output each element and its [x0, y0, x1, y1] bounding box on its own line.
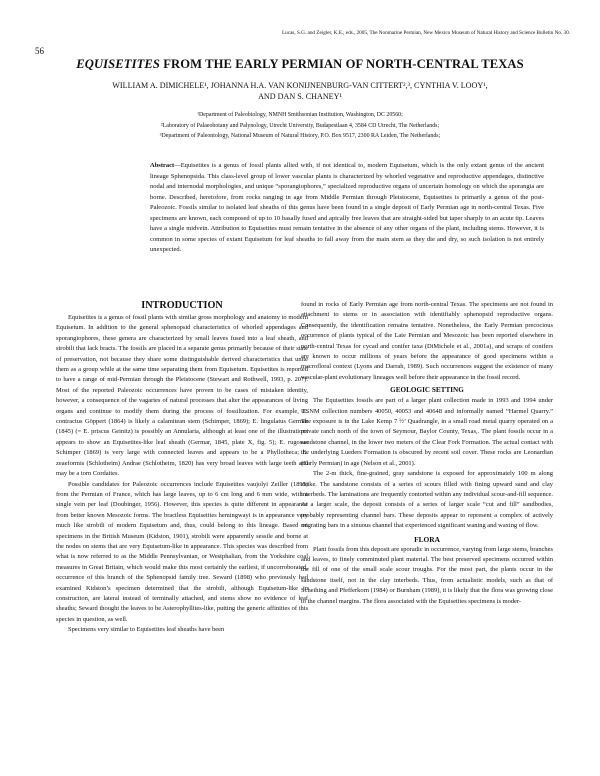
- affiliations: [60, 110, 540, 142]
- left-column: [56, 300, 308, 636]
- title-rest: FROM THE EARLY PERMIAN OF NORTH-CENTRAL TEXAS: [159, 57, 524, 71]
- paragraph: Equisetites is a genus of fossil plants with similar gross morphology and anatomy to modern Equisetum. In addition to the general sphenopsid characteristics of whorled appendages and sporangiophores, these genera are characterized by small leaves fused into a leaf sheath, and strobili that lack bracts. The fossils are placed in a separate genus primarily because of their state of preservation, not because they share some distinguishable derived characteristics that unite them as a group while at the same time separating them from Equisetum. Equisetites is reported to have a range of mid-Permian through the Pleistocene (Stewart and Rothwell, 1993, p. 207). Most of the reported Paleozoic occurrences have proven to be cases of mistaken identity, however, a consequence of the vagaries of natural processes that alter the appearances of living organs and continue to modify them during the process of fossilization. For example, E. contractus Göppert (1864) is likely a calamitean stem (Schimper, 1869); E. lingulatus Germar (1845) (= E. priscus Geinitz) is possibly an Annularia, although at least one of the illustrations appears to show an Equisetites-like leaf sheath (Germar, 1845, plate X, fig. 5); E. rugosus Schimper (1869) is very large with connected leaves and appears to be a Phyllotheca; E. zeaeformis (Schlotheim) Andrae (Schlotheim, 1820) has very broad leaves with large teeth and may be a torn Cordaites.: [56, 314, 308, 478]
- paragraph: The 2-m thick, fine-grained, gray sandstone is exposed for approximately 100 m along strike. The sandstone consists of a series of scours filled with fining upward sand and clay interbeds. The laminations are frequently contorted within any individual scour-and-fill sequence. At a larger scale, the deposit consists of a series of larger scale “cut and fill” sandbodies, probably representing channel bars. These deposits appear to represent a complex of actively migrating bars in a sinuous channel that experienced significant waning and waxing of flow.: [301, 470, 553, 530]
- section-heading-flora: FLORA: [414, 534, 440, 544]
- affiliation: ³Department of Paleontology, National Museum of Natural History, P.O. Box 9517, 2300 RA Leiden, The Netherlands;: [159, 133, 441, 140]
- abstract: [150, 161, 544, 256]
- paragraph: found in rocks of Early Permian age from north-central Texas. The specimens are not found in attachment to stems or in association with identifiably sphenopsid reproductive organs. Consequently, the identification remains tentative. Nonetheless, the Early Permian precocious occurrence of plants typical of the Late Permian and Mesozoic has been reported elsewhere in north-central Texas for cycad and conifer taxa (DiMichele et al., 2001a), and scraps of conifers are known to occur millions of years before the appearance of good specimens within a macrofloral context (Lyons and Darrah, 1989). Such occurrences suggest the existence of many vascular-plant evolutionary lineages well before their appearance in the fossil record.: [301, 301, 553, 381]
- section-heading-geologic-setting: GEOLOGIC SETTING: [390, 386, 464, 395]
- running-head: Lucas, S.G. and Zeigler, K.E., eds., 2005, The Nonmarine Permian, New Mexico Museum of Natural History and Science Bulletin No. 30.: [282, 30, 570, 36]
- abstract-label: Abstract: [150, 162, 175, 169]
- page-number: 56: [35, 46, 44, 56]
- authors-line: AND DAN S. CHANEY¹: [258, 92, 342, 102]
- section-heading-introduction: INTRODUCTION: [141, 300, 223, 311]
- abstract-text: —Equisetites is a genus of fossil plants allied with, if not identical to, modern Equisetum, which is the only extant genus of the ancient lineage Sphenopsida. This class-level group of lower vascular plants is characterized by whorled vegetative and reproductive appendages, distinctive nodal and internodal morphologies, and unique “sporangiophores,” specialized reproductive organs of uncertain homology on which the sporangia are borne. Described, heretofore, from rocks ranging in age from Middle Permian through Pleistocene, Equisetites is primarily a genus of the post-Paleozoic. Fossils similar to isolated leaf sheaths of this genus have been found in a single deposit of Early Permian age in north-central Texas. Five specimens are known, each composed of up to 10 basally fused and apically free leaves that are straight-sided but taper sharply to an acute tip. Leaves have a single midvein. Attribution to Equisetites must remain tentative in the absence of any other organs of the plant, including stems. However, it is common in some species of extant Equisetum for leaf sheaths to fall away from the main stem as they die and dry, so such isolation is not entirely unexpected.: [150, 162, 544, 253]
- affiliation: ¹Department of Paleobiology, NMNH Smithsonian Institution, Washington, DC 20560;: [197, 112, 403, 118]
- author-list: [40, 80, 560, 103]
- paragraph: Plant fossils from this deposit are sporadic in occurrence, varying from large stems, branches and leaves, to finely comminuted plant material. The best preserved specimens occurred within the fill of one of the small scale scour troughs. For the most part, the plants occur in the sandstone itself, not in the clay interbeds. Thus, from actualistic models, such as that of Scheihing and Pfefferkorn (1984) or Burnham (1989), it is likely that the flora was growing close to the channel margins. The flora associated with the Equisetites specimens is moder-: [301, 545, 553, 605]
- title-genus: EQUISETITES: [76, 57, 160, 71]
- paragraph: Specimens very similar to Equisetites leaf sheaths have been: [68, 626, 225, 634]
- affiliation: ²Laboratory of Palaeobotany and Palynology, Utrecht University, Budapestlaan 4, 3584 CD Utrecht, The Netherlands;: [160, 122, 440, 129]
- authors-line: WILLIAM A. DIMICHELE¹, JOHANNA H.A. VAN KONIJNENBURG-VAN CITTERT²,³, CYNTHIA V. LOOY¹,: [112, 81, 488, 90]
- paragraph: Possible candidates for Paleozoic occurrences include Equisetites vaujolyi Zeiller (1895) from the Permian of France, which has large leaves, up to 6 cm long and 6 mm wide, with a single vein per leaf (Doubinger, 1956). However, this species is quite different in appearance from better known Mesozoic forms. The bractless Equisetites hemingwayi is in appearance very much like strobili of modern Equisetum and, thus, could belong to this lineage. Based on specimens in the British Museum (Kidston, 1901), strobili were apparently sessile and borne at the nodes on stems that are very Equisetum-like in appearance. This species was described from what is now referred to as the Middle Pennsylvanian, or Westphalian, from the Yorkshire coal measures in Great Britain, which would make this most certainly the earliest, if uncorroborated, occurrence of this branch of the Sphenopsid family tree. Seward (1898) who previously had examined Kidston’s specimen determined that the strobili, although Equisetum-like in construction, are lateral instead of terminally attached, and stems show no evidence of leaf sheaths; Seward thought the leaves to be Asterophyllites-like, putting the generic affinities of this species in question, as well.: [56, 480, 308, 623]
- right-column: [301, 300, 553, 607]
- article-title: [60, 57, 540, 72]
- paragraph: The Equisetites fossils are part of a larger plant collection made in 1993 and 1994 under USNM collection numbers 40050, 40053 and 40648 and informally named “Harmel Quarry.” The exposure is in the Lake Kemp 7 ½’ Quadrangle, in a small road metal quarry operated on a private ranch north of the town of Seymour, Baylor County, Texas,. The plant fossils occur in a sandstone channel, in the lower two meters of the Clear Fork Formation. The actual contact with the underlying Lueders Formation is obscured by recent soil cover. These rocks are Leonardian (Early Permian) in age (Nelson et al., 2001).: [301, 397, 553, 467]
